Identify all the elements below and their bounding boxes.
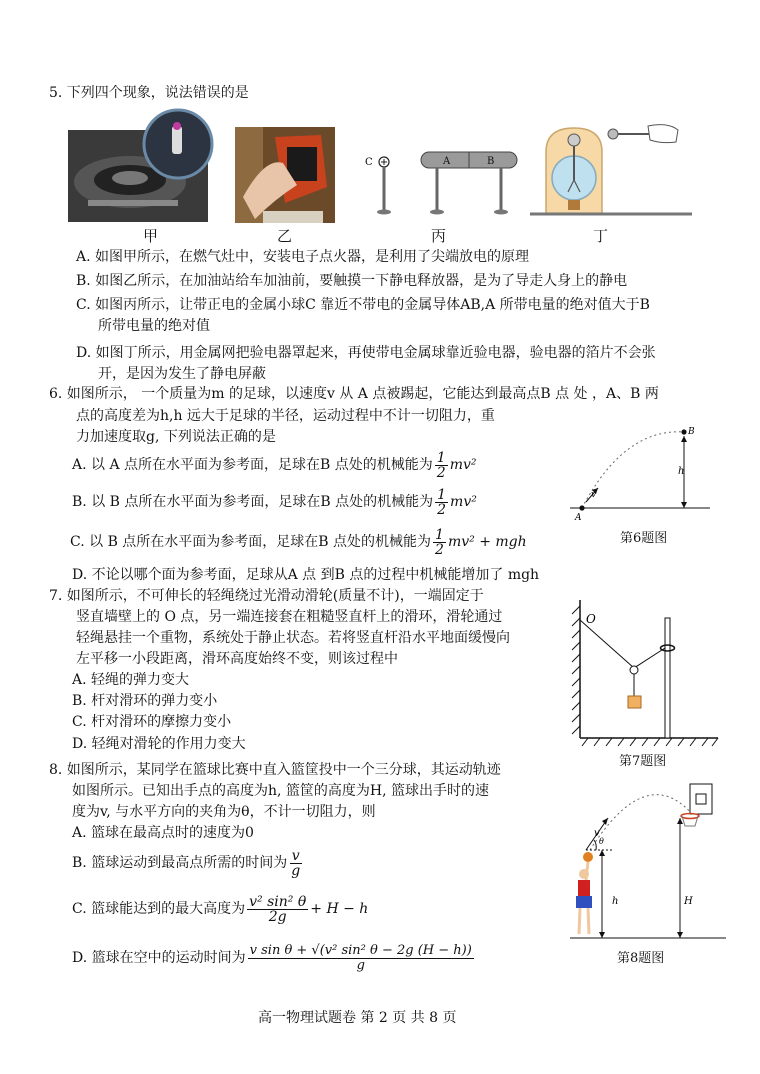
- q8-option-c-tail: + H − h: [310, 901, 369, 917]
- fig-bing-label-a: A: [443, 156, 451, 167]
- q8-option-c-frac: [247, 895, 308, 924]
- q6-option-b-mv2: mv²: [450, 494, 477, 510]
- frac-num: v sin θ + √(v² sin² θ − 2g (H − h)): [249, 942, 472, 958]
- q5-option-c-line1: C. 如图丙所示，让带正电的金属小球C 靠近不带电的金属导体AB,A 所带电量的绝对值大于B: [76, 297, 650, 313]
- fig-q8-label-v: v: [594, 828, 600, 839]
- fig-bing-label-b: B: [487, 156, 495, 167]
- frac-den: 2: [435, 541, 444, 558]
- fig-label-jia: 甲: [143, 227, 159, 245]
- q5-option-b: B. 如图乙所示，在加油站给车加油前，要触摸一下静电释放器，是为了导走人身上的静电: [76, 273, 628, 289]
- q7-option-c: C. 杆对滑环的摩擦力变小: [72, 714, 232, 730]
- q8-option-d: [72, 940, 476, 976]
- frac-num: 1: [435, 526, 444, 543]
- q7-option-d: D. 轻绳对滑轮的作用力变大: [72, 736, 246, 752]
- q5-option-d-line2: 开，是因为发生了静电屏蔽: [98, 366, 266, 382]
- q6-option-a-half: [435, 451, 448, 480]
- fig-label-yi: 乙: [277, 227, 293, 245]
- q6-option-a-text: A. 以 A 点所在水平面为参考面，足球在B 点处的机械能为: [72, 457, 433, 473]
- q8-option-b-frac: [289, 849, 302, 878]
- q6-option-b-half: [435, 488, 448, 517]
- fig-ding-electroscope: [528, 122, 696, 222]
- fig-q6-label-h: h: [678, 466, 685, 477]
- q5-option-c-line2: 所带电量的绝对值: [98, 318, 210, 334]
- q6-option-a: [72, 448, 476, 482]
- q8-figure-caption: 第8题图: [617, 951, 665, 966]
- fig-q7-pulley: [566, 596, 726, 750]
- fig-label-bing: 丙: [431, 227, 447, 245]
- q6-stem-line3: 力加速度取g, 下列说法正确的是: [76, 429, 276, 445]
- q8-stem-line1: 8. 如图所示，某同学在篮球比赛中直入篮筐投中一个三分球，其运动轨迹: [49, 762, 501, 778]
- fig-bing-label-c: C: [365, 157, 373, 168]
- frac-den: 2: [436, 464, 446, 481]
- fig-q8-label-theta: θ: [599, 837, 604, 846]
- frac-den: 2g: [268, 908, 287, 925]
- q8-option-c-text: C. 篮球能达到的最大高度为: [72, 901, 246, 917]
- fig-bing-conductor: [363, 150, 523, 220]
- q8-option-b: [72, 846, 304, 880]
- fig-q8-label-H: H: [684, 896, 693, 907]
- q7-stem-line4: 左平移一小段距离，滑环高度始终不变，则该过程中: [76, 651, 398, 667]
- fig-q6-trajectory: [570, 424, 716, 520]
- q7-option-a: A. 轻绳的弹力变大: [72, 672, 190, 688]
- q8-option-a: A. 篮球在最高点时的速度为0: [72, 825, 254, 841]
- q5-option-a: A. 如图甲所示，在燃气灶中，安装电子点火器，是利用了尖端放电的原理: [76, 249, 530, 265]
- q6-option-c-mgh: + mgh: [479, 534, 527, 550]
- frac-den: g: [356, 957, 365, 973]
- q6-stem-line2: 点的高度差为h,h 远大于足球的半径，运动过程中不计一切阻力，重: [76, 408, 495, 424]
- q8-option-b-text: B. 篮球运动到最高点所需的时间为: [72, 855, 288, 871]
- frac-num: 1: [436, 449, 446, 466]
- q8-stem-line2: 如图所示。已知出手点的高度为h, 篮筐的高度为H, 篮球出手时的速: [72, 783, 490, 799]
- frac-num: v² sin² θ: [249, 893, 307, 910]
- fig-label-ding: 丁: [593, 227, 609, 245]
- fig-q8-basketball: [566, 778, 730, 944]
- fig-q6-label-b: B: [688, 427, 695, 437]
- q6-option-c: [70, 525, 527, 559]
- q8-option-c: [72, 891, 368, 927]
- q6-stem-line1: 6. 如图所示， 一个质量为m 的足球，以速度v 从 A 点被踢起，它能达到最高点B 点 处 ，A、B 两: [49, 386, 659, 402]
- fig-q8-label-h: h: [612, 896, 619, 907]
- fig-q6-label-a: A: [575, 513, 582, 520]
- q6-option-c-text: C. 以 B 点所在水平面为参考面，足球在B 点处的机械能为: [70, 534, 432, 550]
- q6-option-c-mv2: mv²: [447, 534, 475, 550]
- q7-stem-line1: 7. 如图所示，不可伸长的轻绳绕过光滑动滑轮(质量不计)，一端固定于: [49, 588, 484, 604]
- frac-num: v: [291, 847, 300, 864]
- q7-stem-line3: 轻绳悬挂一个重物，系统处于静止状态。若将竖直杆沿水平地面缓慢向: [76, 630, 510, 646]
- frac-num: 1: [437, 486, 447, 503]
- q6-option-d: D. 不论以哪个面为参考面，足球从A 点 到B 点的过程中机械能增加了 mgh: [72, 567, 540, 583]
- q7-stem-line2: 竖直墙壁上的 O 点，另一端连接套在粗糙竖直杆上的滑环，滑轮通过: [76, 609, 503, 625]
- q6-option-c-half: [433, 528, 446, 557]
- q7-option-b: B. 杆对滑环的弹力变小: [72, 693, 218, 709]
- fig-jia-gas-stove: [68, 108, 214, 224]
- q6-figure-caption: 第6题图: [620, 531, 668, 546]
- frac-den: g: [291, 862, 301, 879]
- q7-figure-caption: 第7题图: [619, 754, 667, 769]
- page-footer: 高一物理试题卷 第 2 页 共 8 页: [258, 1010, 457, 1026]
- fig-q7-label-o: O: [586, 612, 596, 626]
- frac-den: 2: [437, 501, 447, 518]
- q6-option-a-mv2: mv²: [449, 457, 477, 473]
- q5-stem: 5. 下列四个现象，说法错误的是: [49, 85, 249, 101]
- fig-q6-label-v: v: [591, 490, 597, 500]
- q5-option-d-line1: D. 如图丁所示，用金属网把验电器罩起来，再使带电金属球靠近验电器，验电器的箔片不会张: [76, 345, 656, 361]
- q6-option-b: [72, 485, 477, 519]
- q6-option-b-text: B. 以 B 点所在水平面为参考面，足球在B 点处的机械能为: [72, 494, 434, 510]
- q8-stem-line3: 度为v, 与水平方向的夹角为θ，不计一切阻力，则: [72, 804, 376, 820]
- fig-yi-static-discharger: [235, 127, 335, 223]
- q8-option-d-text: D. 篮球在空中的运动时间为: [72, 950, 246, 966]
- q8-option-d-frac: [248, 944, 474, 973]
